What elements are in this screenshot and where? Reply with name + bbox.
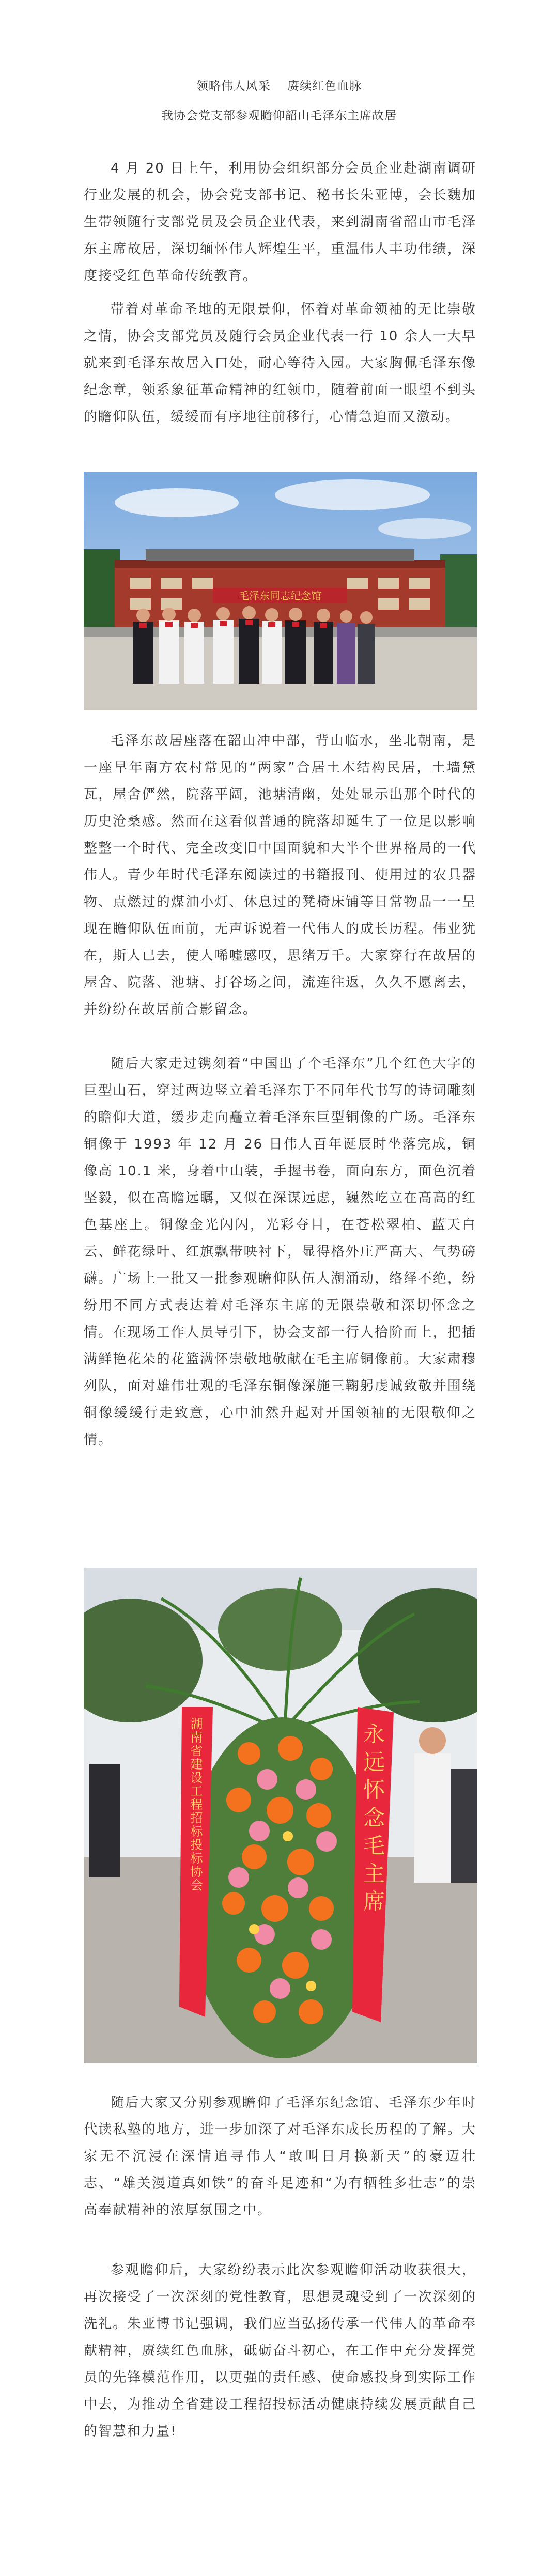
flower-arrangement — [184, 1717, 381, 2058]
article-title: 我协会党支部参观瞻仰韶山毛泽东主席故居 — [161, 109, 397, 122]
group-photo — [84, 472, 477, 710]
ribbon-left-text: 湖南省建设工程招标投标协会 — [188, 1717, 203, 1892]
article-subtitle: 领略伟人风采 赓续红色血脉 — [196, 80, 362, 93]
paragraph-intro: 4 月 20 日上午，利用协会组织部分会员企业赴湖南调研行业发展的机会，协会党支部书记、秘书长朱亚博，会长魏加生带领随行支部党员及会员企业代表，来到湖南省韶山市毛泽东主席故居，深切缅怀伟人辉煌生平，重温伟人丰功伟绩，深度接受红色革命传统教育。 — [84, 161, 476, 284]
building-sign: 毛泽东同志纪念馆 — [239, 589, 321, 602]
paragraph-bronze-statue: 随后大家走过镌刻着“中国出了个毛泽东”几个红色大字的巨型山石，穿过两边竖立着毛泽东于不同年代书写的诗词雕刻的瞻仰大道，缓步走向矗立着毛泽东巨型铜像的广场。毛泽东铜像于 1993 年 12 月 26 日伟人百年诞辰时坐落完成，铜像高 10.1 米，身着中山装，手握书卷，面向东方，面色沉着坚毅，似在高瞻远瞩，又似在深谋远虑，巍然屹立在高高的红色基座上。铜像金光闪闪，光彩夺目，在苍松翠柏、蓝天白云、鲜花绿叶、红旗飘带映衬下，显得格外庄严高大、气势磅礴。广场上一批又一批参观瞻仰队伍人潮涌动，络绎不绝，纷纷用不同方式表达着对毛泽东主席的无限崇敬和深切怀念之情。在现场工作人员导引下，协会支部一行人拾阶而上，把插满鲜艳花朵的花篮满怀崇敬地敬献在毛主席铜像前。大家肃穆列队，面对雄伟壮观的毛泽东铜像深施三鞠躬虔诚致敬并围绕铜像缓缓行走致意，心中油然升起对开国领袖的无限敬仰之情。 — [84, 1056, 476, 1448]
paragraph-former-residence: 毛泽东故居座落在韶山冲中部，背山临水，坐北朝南，是一座早年南方农村常见的“两家”合居土木结构民居，土墙黛瓦，屋舍俨然，院落平阔，池塘清幽，处处显示出那个时代的历史沧桑感。然而在这看似普通的院落却诞生了一位足以影响整整一个时代、完全改变旧中国面貌和大半个世界格局的一代伟人。青少年时代毛泽东阅读过的书籍报刊、使用过的农具器物、点燃过的煤油小灯、休息过的凳椅床铺等日常物品一一呈现在瞻仰队伍面前，无声诉说着一代伟人的成长历程。伟业犹在，斯人已去，使人唏嘘感叹，思绪万千。大家穿行在故居的屋舍、院落、池塘、打谷场之间，流连往返，久久不愿离去，并纷纷在故居前合影留念。 — [84, 733, 476, 1017]
paragraph-conclusion: 参观瞻仰后，大家纷纷表示此次参观瞻仰活动收获很大，再次接受了一次深刻的党性教育，思想灵魂受到了一次深刻的洗礼。朱亚博书记强调，我们应当弘扬传承一代伟人的革命奉献精神，赓续红色血脉，砥砺奋斗初心，在工作中充分发挥党员的先锋模范作用，以更强的责任感、使命感投身到实际工作中去，为推动全省建设工程招投标活动健康持续发展贡献自己的智慧和力量! — [84, 2262, 476, 2439]
paragraph-memorial-hall: 随后大家又分别参观瞻仰了毛泽东纪念馆、毛泽东少年时代读私塾的地方，进一步加深了对毛泽东成长历程的了解。大家无不沉浸在深情追寻伟人“敢叫日月换新天”的豪迈壮志、“雄关漫道真如铁”的奋斗足迹和“为有牺牲多壮志”的崇高奉献精神的浓厚氛围之中。 — [84, 2095, 476, 2218]
flower-basket-photo — [84, 1568, 477, 2063]
paragraph-arrival: 带着对革命圣地的无限景仰，怀着对革命领袖的无比崇敬之情，协会支部党员及随行会员企业代表一行 10 余人一大早就来到毛泽东故居入口处，耐心等待入园。大家胸佩毛泽东像纪念章，领系象征革命精神的红领巾，随着前面一眼望不到头的瞻仰队伍，缓缓而有序地往前移行，心情急迫而又激动。 — [84, 302, 476, 425]
ribbon-right-text: 永远怀念毛主席 — [360, 1722, 385, 1918]
